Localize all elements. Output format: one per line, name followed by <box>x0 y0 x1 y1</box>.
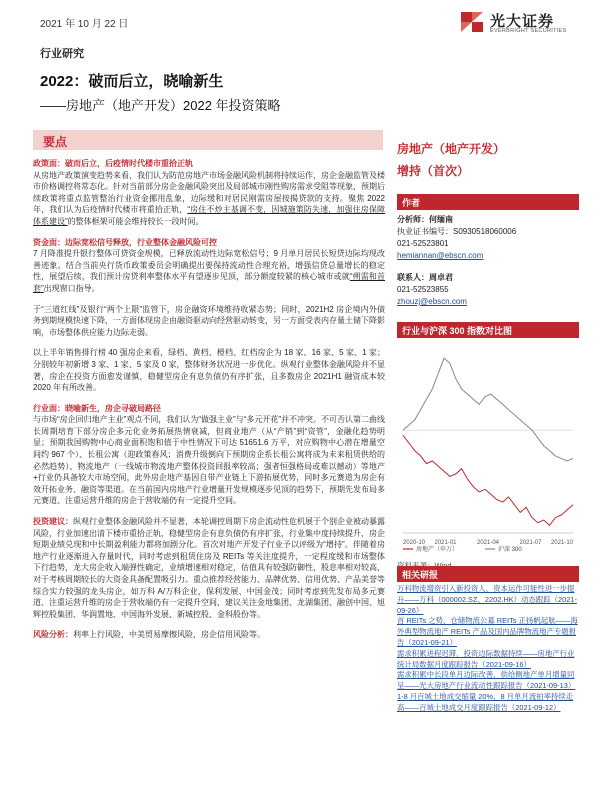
paragraph-text: 7 月降准提升银行整体可贷资金规模，已释放流动性边际宽松信号；9 月单月居民长短贷边际均现改善迹象。结合当前央行货币政策委员会明确提出要保持流动性合理充裕，增强信贷总量增长的稳定性，展望后续，我们预计房贷利率整体水平有望逐步见顶，部分额度较紧的核心城市或就 <box>33 249 385 282</box>
index-comparison-chart <box>397 345 579 555</box>
related-report-link[interactable]: 1-8 月百城土地成交缩量 20%，8 月单月流拍率持续走高——百城土地成交月度跟踪报告（2021-09-12） <box>397 691 574 712</box>
paragraph-label: 风险分析： <box>33 630 73 640</box>
analyst-name: 何缅南 <box>429 215 453 224</box>
paragraph-text-tail: 出现窗口指导。 <box>43 283 100 293</box>
paragraph-text-tail: 的整体框架可能会维持较长一段时间。 <box>67 216 204 226</box>
chart-canvas <box>397 345 579 555</box>
related-title: 相关研报 <box>402 570 439 580</box>
report-date: 2021 年 10 月 22 日 <box>40 19 129 30</box>
analyst-email-link[interactable]: hemiannan@ebscn.com <box>397 251 484 260</box>
brand-name-en: EVERBRIGHT SECURITIES <box>490 28 567 34</box>
chart-x-tick-label: 2021-07 <box>519 540 542 546</box>
license-number: S0930518060006 <box>453 227 517 236</box>
chart-section-header <box>397 322 579 338</box>
related-reports-list <box>397 584 579 714</box>
authors-section-header <box>397 194 579 210</box>
analyst-info <box>397 214 579 308</box>
paragraph-text: 利率上行风险，中美贸易摩擦风险，房企信用风险等。 <box>73 630 265 640</box>
summary-paragraph: 于“三道红线”及银行“两个上限”监管下，房企融资环境维持收紧态势；同时，2021H2 房企境内外债务到期规模快速下降，一方面体现房企由融资驱动向经营驱动转变，另一方面受表内存量土储下降影响，市场整体供应能力边际走弱。 <box>33 304 385 337</box>
paragraph-quote: “房住不炒主基调不变，因城施策防失速，加强住房保障体系建设” <box>33 205 385 226</box>
paragraph-label: 资金面：边际宽松信号释放，行业整体金融风险可控 <box>33 237 217 247</box>
related-report-link[interactable]: 首 REITs 之势，仓储物流公募 REITs 正扬帆起航——海外典型物流地产 REITs 产品及国内品牌物流地产专题报告（2021-09-21） <box>397 616 578 647</box>
paragraph-label: 政策面：破而后立，后疫情时代楼市重拾正轨 <box>33 159 193 168</box>
summary-paragraph: 以上半年销售排行榜 40 强房企来看，绿档、黄档、橙档、红档房企为 18 家、16 家、5 家、1 家；分别较年初新增 3 家、1 家、5 家及 0 家，整体财务状况进一步优化。纵观行业整体金融风险并不显著，房企在投资方面愈发谨慎，稳健型房企有息负债仍有序扩张，且多数房企 2021H1 融资成本较 2020 年有所改善。 <box>33 348 385 393</box>
investment-rating: 增持（首次） <box>397 164 470 178</box>
analyst-label: 分析师： <box>397 215 429 224</box>
related-section-header <box>397 566 579 582</box>
summary-body <box>33 158 385 641</box>
contact-phone: 021-52523855 <box>397 285 449 294</box>
chart-x-tick-label: 2021-04 <box>476 540 500 546</box>
summary-paragraph <box>33 516 385 620</box>
chart-title: 行业与沪深 300 指数对比图 <box>402 326 513 336</box>
report-subtitle: ——房地产（地产开发）2022 年投资策略 <box>40 98 281 113</box>
document-type: 行业研究 <box>40 48 84 60</box>
brand-name: 光大证券 <box>490 13 555 30</box>
contact-name: 周卓君 <box>429 273 453 282</box>
chart-x-tick-label: 2020-10 <box>403 540 426 546</box>
license-label: 执业证书编号： <box>397 227 453 236</box>
brand-mark-icon <box>458 8 486 36</box>
paragraph-text: 纵观行业整体金融风险并不显著，本轮调控周期下房企流动性危机展于个别企业被动暴露风险，行业加速出清下楼市重拾正轨，稳健型房企有息负债仍有序扩张，行业集中度持续提升，房企短期业绩兑现和中长期盈利能力都将加剧分化。首次对地产开发子行业予以评级为“增持”。伴随着房地产行业逐渐进入存量时代，同时考虑到租赁住房及 REITs 等关注度提升，一定程度缓和市场整体下行趋势，龙大房企收入端弹性确定，业绩增速相对稳定，估值具有较强防御性，股息率相对较高，对于考核周期较长的大资金具备配置吸引力。重点推荐经营能力、品牌优势、信用优势、产品美誉等综合实力较强的龙头房企，如万科 A/万科企业，保利发展、中国金茂；同时考虑到先发布局多元赛道、注重运营升维的房企于营收端仍有一定提升空间，建议关注金地集团、龙湖集团、融创中国、旭辉控股集团、华润置地、中国海外发展、新城控股、金科股份等。 <box>33 517 385 619</box>
authors-title: 作者 <box>402 198 421 208</box>
paragraph-text: 与市场“房企回归地产主业”观点不同，我们认为“做强主业”与“多元开花”并不冲突。不可否认第二曲线长周期培育下部分房企多元化业务拓展热情衰减，但商业地产（从“产销”到“资管”，金融化趋势明显；预期我国购物中心商业面积饱和值于中性情况下可达 51651.6 万平，对应购物中心潜在增量空间约 967 个）、长租公寓（迎政策春风；消费升级倒向下预期房企系长租公寓将成为未来租赁供给的必然趋势）、物流地产（一线城市物流地产整体投资回报率较高；强者恒强格局或难以撼动）等地产+行业仍具备较大市场空间，此外房企地产基因自带产业链上下游拓展优势，同时多元赛道为房企有效开拓业务、融资等渠道。在当前国内房地产行业增量开发规模逐步见顶的趋势下，预期先发布局多元赛道、注重运营升维的房企于营收端仍有一定提升空间。 <box>33 415 385 506</box>
contact-label: 联系人： <box>397 273 429 282</box>
brand-logo <box>458 6 578 40</box>
paragraph-text: 从房地产政策演变趋势来看，我们认为防范房地产市场金融风险机制将持续运作，房企金融监管及楼市价格调控将常态化。针对当前部分房企金融风险突出及局部城市刚性购房需求受阻等现象，预期后续政策将重点监管整治行业资金挪用乱象，边际缓和对居民刚需房屋按揭贷款的支持。聚焦 2022 年，我们认为后疫情时代楼市将重拾正轨， <box>33 170 385 215</box>
related-report-link[interactable]: 万科物流增资引入新投资人，资本运作可能性进一步提升——万科（000002.SZ、2202.HK）动态跟踪（2021-09-26） <box>397 584 577 615</box>
chart-x-tick-label: 2021-01 <box>434 540 457 546</box>
summary-paragraph <box>33 629 385 641</box>
chart-legend-label: 房地产（申万） <box>416 547 459 553</box>
related-report-link[interactable]: 需求积累进程迟滞，投资边际数据持续——房地产行业统计局数据月度跟踪报告（2021-09-16） <box>397 648 575 669</box>
related-report-link[interactable]: 需求积累中长段单月边际改善，供给侧地产单月增量同呈——光大房地产行业流动性跟踪报告（2021-09-13） <box>397 670 576 691</box>
chart-series-line <box>403 358 573 461</box>
chart-legend-label: 沪深 300 <box>498 547 522 553</box>
rating-category: 房地产（地产开发） <box>397 142 506 156</box>
summary-section-title: 要点 <box>43 135 68 149</box>
paragraph-label: 行业面：晓喻新生，房企寻破局路径 <box>33 403 161 413</box>
paragraph-label: 投资建议： <box>33 517 73 527</box>
report-title: 2022：破而后立，晓喻新生 <box>40 73 224 90</box>
summary-paragraph <box>33 237 385 295</box>
chart-x-tick-label: 2021-10 <box>550 540 573 546</box>
paragraph-quote: “朔需和首套” <box>33 272 385 293</box>
analyst-phone: 021-52523801 <box>397 239 449 248</box>
contact-email-link[interactable]: zhouzj@ebscn.com <box>397 297 467 306</box>
summary-section-header <box>33 130 383 150</box>
summary-paragraph <box>33 158 385 228</box>
summary-paragraph <box>33 403 385 507</box>
